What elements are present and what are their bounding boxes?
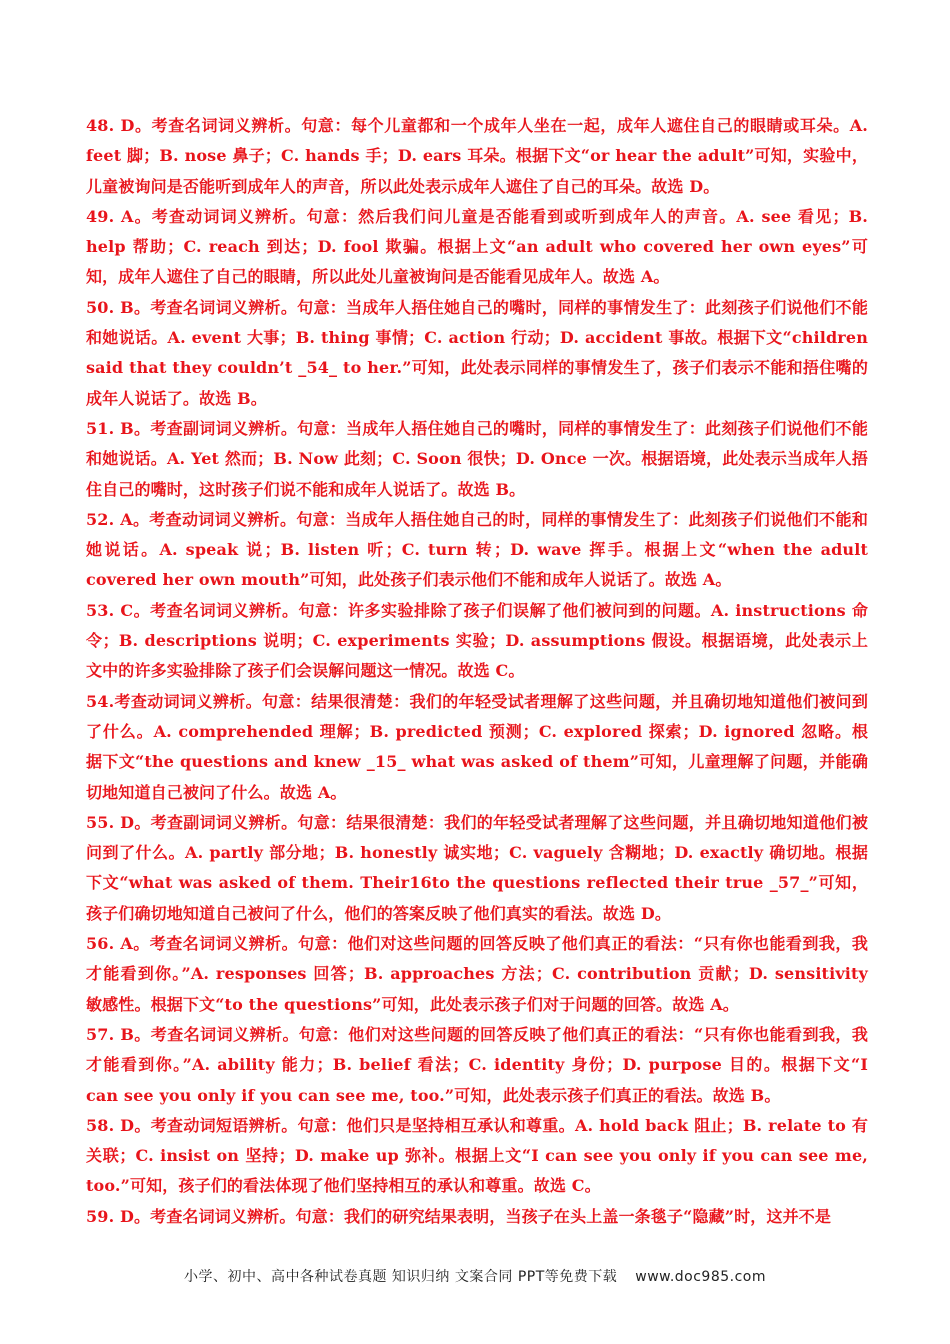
answer-explanations: [86, 111, 868, 1232]
explanation-55: 55. D。考查副词词义辨析。句意：结果很清楚：我们的年轻受试者理解了这些问题，并且确切地知道他们被问到了什么。A. partly 部分地；B. honestly 诚实地；C. vaguely 含糊地；D. exactly 确切地。根据下文“what was asked of them. Their16to the questions reflected their true _57_”可知，孩子们确切地知道自己被问了什么，他们的答案反映了他们真实的看法。故选 D。: [86, 812, 868, 923]
explanation-53: 53. C。考查名词词义辨析。句意：许多实验排除了孩子们误解了他们被问到的问题。A. instructions 命令；B. descriptions 说明；C. experiments 实验；D. assumptions 假设。根据语境，此处表示上文中的许多实验排除了孩子们会误解问题这一情况。故选 C。: [86, 600, 868, 681]
footer-link[interactable]: www.doc985.com: [635, 1269, 767, 1285]
footer-text: 小学、初中、高中各种试卷真题 知识归纳 文案合同 PPT等免费下载: [183, 1269, 618, 1285]
explanation-48: 48. D。考查名词词义辨析。句意：每个儿童都和一个成年人坐在一起，成年人遮住自己的眼睛或耳朵。A. feet 脚；B. nose 鼻子；C. hands 手；D. ears 耳朵。根据下文“or hear the adult”可知，实验中，儿童被询问是否能听到成年人的声音，所以此处表示成年人遮住了自己的耳朵。故选 D。: [86, 116, 868, 196]
explanation-58: 58. D。考查动词短语辨析。句意：他们只是坚持相互承认和尊重。A. hold back 阻止；B. relate to 有关联；C. insist on 坚持；D. make up 弥补。根据上文“I can see you only if you can see me, too.”可知，孩子们的看法体现了他们坚持相互的承认和尊重。故选 C。: [86, 1115, 868, 1196]
explanation-51: 51. B。考查副词词义辨析。句意：当成年人捂住她自己的嘴时，同样的事情发生了：此刻孩子们说他们不能和她说话。A. Yet 然而；B. Now 此刻；C. Soon 很快；D. Once 一次。根据语境，此处表示当成年人捂住自己的嘴时，这时孩子们说不能和成年人说话了。故选 B。: [86, 418, 868, 499]
explanation-57: 57. B。考查名词词义辨析。句意：他们对这些问题的回答反映了他们真正的看法：“只有你也能看到我，我才能看到你。”A. ability 能力；B. belief 看法；C. identity 身份；D. purpose 目的。根据下文“I can see you only if you can see me, too.”可知，此处表示孩子们真正的看法。故选 B。: [86, 1024, 868, 1105]
explanation-50: 50. B。考查名词词义辨析。句意：当成年人捂住她自己的嘴时，同样的事情发生了：此刻孩子们说他们不能和她说话。A. event 大事；B. thing 事情；C. action 行动；D. accident 事故。根据下文“children said that they couldn’t _54_ to her.”可知，此处表示同样的事情发生了，孩子们表示不能和捂住嘴的成年人说话了。故选 B。: [86, 297, 868, 408]
explanation-59: 59. D。考查名词词义辨析。句意：我们的研究结果表明，当孩子在头上盖一条毯子“隐藏”时，这并不是: [86, 1206, 832, 1226]
page-footer: [0, 1266, 950, 1286]
explanation-54: 54.考查动词词义辨析。句意：结果很清楚：我们的年轻受试者理解了这些问题，并且确切地知道他们被问到了什么。A. comprehended 理解；B. predicted 预测；C. explored 探索；D. ignored 忽略。根据下文“the questions and knew _15_ what was asked of them”可知，儿童理解了问题，并能确切地知道自己被问了什么。故选 A。: [86, 691, 868, 802]
explanation-56: 56. A。考查名词词义辨析。句意：他们对这些问题的回答反映了他们真正的看法：“只有你也能看到我，我才能看到你。”A. responses 回答；B. approaches 方法；C. contribution 贡献；D. sensitivity 敏感性。根据下文“to the questions”可知，此处表示孩子们对于问题的回答。故选 A。: [86, 934, 868, 1014]
explanation-49: 49. A。考查动词词义辨析。句意：然后我们问儿童是否能看到或听到成年人的声音。A. see 看见；B. help 帮助；C. reach 到达；D. fool 欺骗。根据上文“an adult who covered her own eyes”可知，成年人遮住了自己的眼睛，所以此处儿童被询问是否能看见成年人。故选 A。: [86, 206, 868, 287]
explanation-52: 52. A。考查动词词义辨析。句意：当成年人捂住她自己的时，同样的事情发生了：此刻孩子们说他们不能和她说话。A. speak 说；B. listen 听；C. turn 转；D. wave 挥手。根据上文“when the adult covered her own mouth”可知，此处孩子们表示他们不能和成年人说话了。故选 A。: [86, 509, 868, 590]
